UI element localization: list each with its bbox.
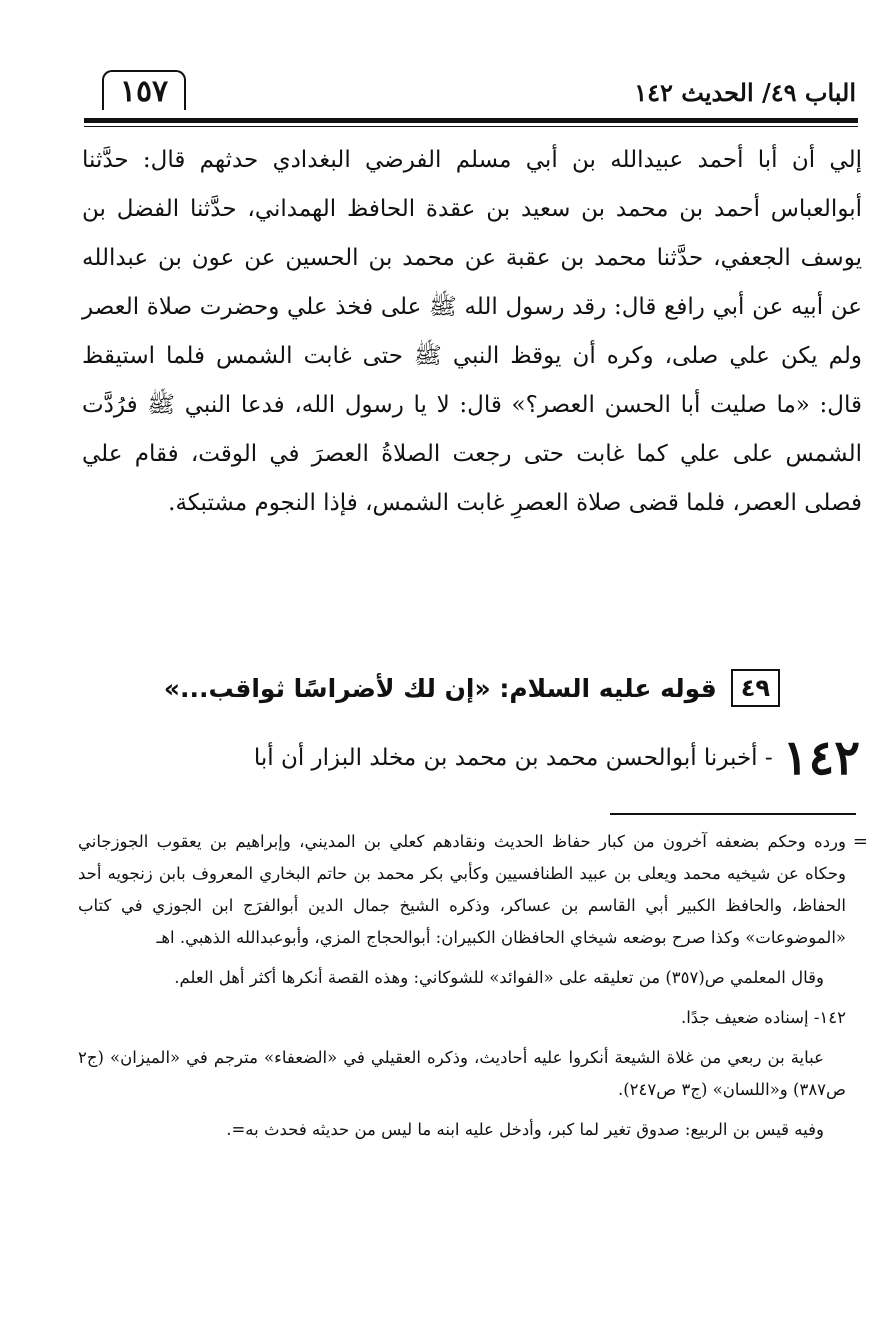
section-number: ٤٩ xyxy=(731,669,780,707)
hadith-start xyxy=(82,728,860,788)
section-heading xyxy=(140,665,780,711)
footnote-paragraph: وفيه قيس بن الربيع: صدوق تغير لما كبر، وأدخل عليه ابنه ما ليس من حديثه فحدث به=. xyxy=(226,1120,824,1139)
main-text xyxy=(82,136,862,528)
section-title: قوله عليه السلام: «إن لك لأضراسًا ثواقب...» xyxy=(163,673,717,703)
header-rule-thin xyxy=(84,126,858,127)
footnote-paragraph: ورده وحكم بضعفه آخرون من كبار حفاظ الحديث ونقادهم كعلي بن المديني، وإبراهيم بن يعقوب الجوزجاني وحكاه عن شيخيه محمد ويعلى بن عبيد الطنافسيين وكأبي بكر محمد بن حاتم البخاري المعروف بابن زنجويه أحد الحفاظ، والحافظ الكبير أبي القاسم بن عساكر، وذكره الشيخ جمال الدين أبوالفرَج ابن الجوزي في كتاب «الموضوعات» وكذا صرح بوضعه شيخاي الحافظان الكبيران: أبوالحجاج المزي، وأبوعبدالله الذهبي. اهـ xyxy=(78,832,846,947)
footnote-paragraph: وقال المعلمي ص(٣٥٧) من تعليقه على «الفوائد» للشوكاني: وهذه القصة أنكرها أكثر أهل العلم. xyxy=(174,968,824,987)
footnotes xyxy=(78,826,868,1146)
footnote-separator xyxy=(610,813,856,815)
hadith-text: - أخبرنا أبوالحسن محمد بن محمد بن مخلد البزار أن أبا xyxy=(253,745,773,771)
hadith-number: ١٤٢ xyxy=(782,730,860,786)
footnote-hadith-grade: ١٤٢- إسناده ضعيف جدًا. xyxy=(680,1008,846,1027)
footnote-continuation-mark: = xyxy=(852,831,868,852)
header-rule xyxy=(84,118,858,123)
footnote-paragraph: عباية بن ربعي من غلاة الشيعة أنكروا عليه أحاديث، وذكره العقيلي في «الضعفاء» مترجم في «الميزان» (ج٢ ص٣٨٧) و«اللسان» (ج٣ ص٢٤٧). xyxy=(78,1048,846,1099)
main-paragraph: إلي أن أبا أحمد عبيدالله بن أبي مسلم الفرضي البغدادي حدثهم قال: حدَّثنا أبوالعباس أحمد بن محمد بن سعيد بن عقدة الحافظ الهمداني، حدَّثنا الفضل بن يوسف الجعفي، حدَّثنا محمد بن عقبة عن محمد بن الحسين عن عون بن عبدالله عن أبيه عن أبي رافع قال: رقد رسول الله ﷺ على فخذ علي وحضرت صلاة العصر ولم يكن علي صلى، وكره أن يوقظ النبي ﷺ حتى غابت الشمس فلما استيقظ قال: «ما صليت أبا الحسن العصر؟» قال: لا يا رسول الله، فدعا النبي ﷺ فرُدَّت الشمس على علي كما غابت حتى رجعت الصلاةُ العصرَ في الوقت، فقام علي فصلى العصر، فلما قضى صلاة العصرِ غابت الشمس، فإذا النجوم مشتبكة. xyxy=(82,147,862,516)
page-header xyxy=(88,68,858,118)
page-number: ١٥٧ xyxy=(102,70,186,110)
running-title: الباب ٤٩/ الحديث ١٤٢ xyxy=(634,78,856,107)
